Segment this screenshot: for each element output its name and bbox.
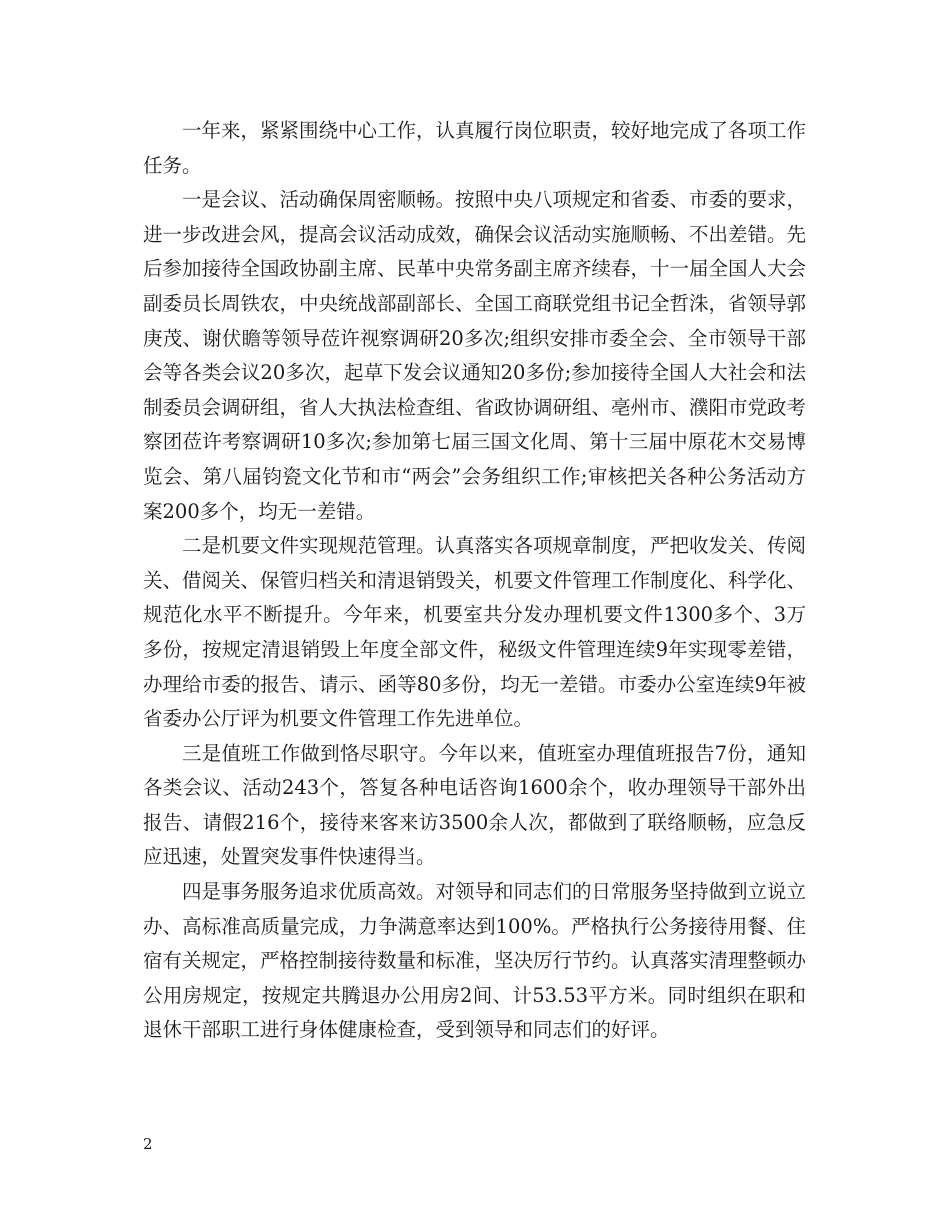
paragraph-services: 四是事务服务追求优质高效。对领导和同志们的日常服务坚持做到立说立办、高标准高质量完成，力争满意率达到100%。严格执行公务接待用餐、住宿有关规定，严格控制接待数量和标准，坚决厉行节约。认真落实清理整顿办公用房规定，按规定共腾退办公用房2间、计53.53平方米。同时组织在职和退休干部职工进行身体健康检查，受到领导和同志们的好评。	[143, 880, 807, 1042]
paragraph-intro: 一年来，紧紧围绕中心工作，认真履行岗位职责，较好地完成了各项工作任务。	[143, 119, 807, 177]
document-body	[143, 114, 806, 1048]
paragraph-duty-work: 三是值班工作做到恪尽职守。今年以来，值班室办理值班报告7份，通知各类会议、活动243个，答复各种电话咨询1600余个，收办理领导干部外出报告、请假216个，接待来客来访3500余人次，都做到了联络顺畅，应急反应迅速，处置突发事件快速得当。	[143, 741, 806, 869]
page-number: 2	[143, 1135, 153, 1153]
paragraph-confidential-documents: 二是机要文件实现规范管理。认真落实各项规章制度，严把收发关、传阅关、借阅关、保管归档关和清退销毁关，机要文件管理工作制度化、科学化、规范化水平不断提升。今年来，机要室共分发办理机要文件1300多个、3万多份，按规定清退销毁上年度全部文件，秘级文件管理连续9年实现零差错，办理给市委的报告、请示、函等80多份，均无一差错。市委办公室连续9年被省委办公厅评为机要文件管理工作先进单位。	[143, 534, 807, 731]
paragraph-meetings: 一是会议、活动确保周密顺畅。按照中央八项规定和省委、市委的要求，进一步改进会风，提高会议活动成效，确保会议活动实施顺畅、不出差错。先后参加接待全国政协副主席、民革中央常务副主席齐续春，十一届全国人大会副委员长周铁农，中央统战部副部长、全国工商联党组书记全哲洙，省领导郭庚茂、谢伏瞻等领导莅许视察调研20多次;组织安排市委全会、全市领导干部会等各类会议20多次，起草下发会议通知20多份;参加接待全国人大社会和法制委员会调研组，省人大执法检查组、省政协调研组、亳州市、濮阳市党政考察团莅许考察调研10多次;参加第七届三国文化周、第十三届中原花木交易博览会、第八届钧瓷文化节和市“两会”会务组织工作;审核把关各种公务活动方案200多个，均无一差错。	[143, 188, 807, 523]
